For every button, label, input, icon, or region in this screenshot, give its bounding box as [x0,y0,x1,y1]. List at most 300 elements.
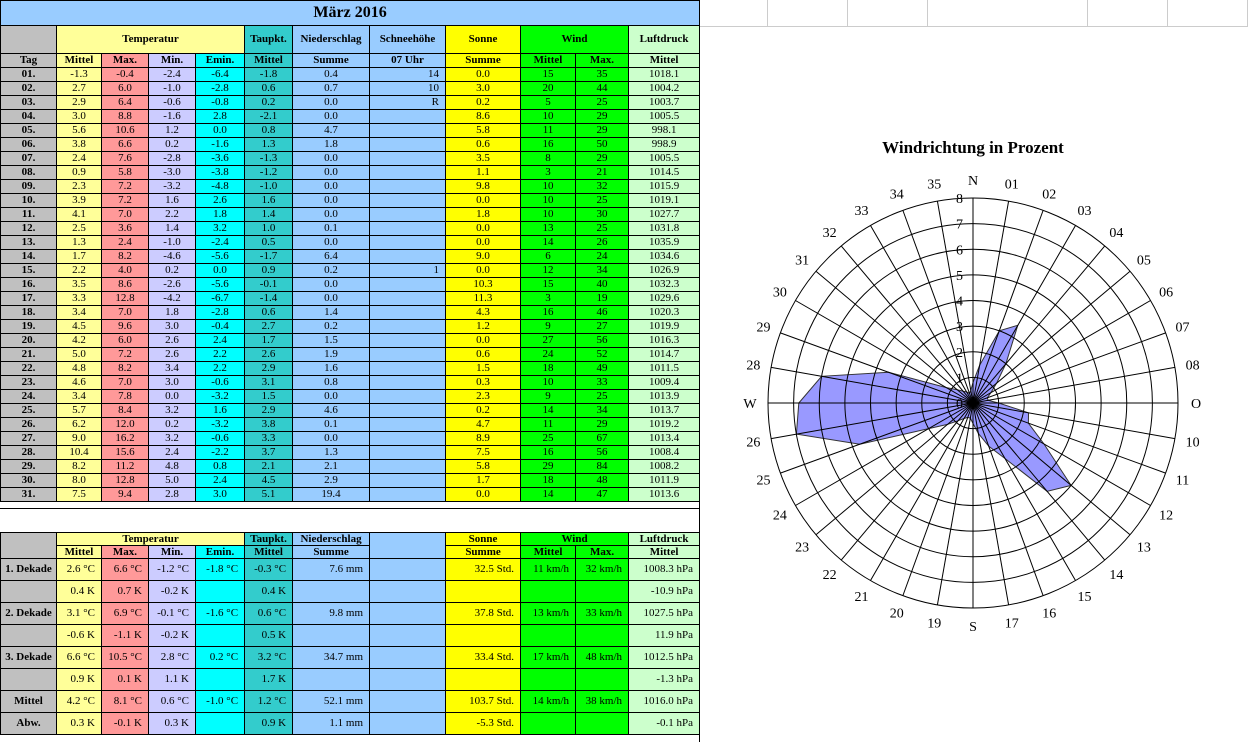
deviation-value [196,625,245,647]
cell-emin: -0.6 [196,376,245,390]
cell-niederschlag: 1.4 [293,306,370,320]
cell-wind-mittel: 16 [521,306,576,320]
summary-sub-wind-max: Max. [576,546,629,559]
cell-min: -4.6 [149,250,196,264]
cell-min: -1.0 [149,236,196,250]
cell-luftdruck: 1014.7 [629,348,700,362]
cell-day: 31. [1,488,57,502]
cell-emin: -6.7 [196,292,245,306]
summary-blank [370,533,446,559]
cell-mittel: 9.0 [57,432,102,446]
deviation-value: 0.1 K [102,669,149,691]
cell-day: 01. [1,68,57,82]
cell-sonne: 2.3 [446,390,521,404]
direction-label: 26 [746,435,761,451]
cell-schnee [370,222,446,236]
cell-mittel: 0.9 [57,166,102,180]
cell-niederschlag: 0.0 [293,152,370,166]
deviation-value: 1.1 K [149,669,196,691]
ring-label: 7 [956,217,963,233]
cell-emin: -0.8 [196,96,245,110]
table-row [1,194,700,208]
cell-schnee [370,334,446,348]
daily-weather-table [0,0,700,502]
summary-sub-taupkt-mittel: Mittel [245,546,293,559]
deviation-value: 0.4 K [57,581,102,603]
summary-rows [1,559,700,735]
ring-label: 0 [956,397,963,412]
cell-day: 19. [1,320,57,334]
cell-max: 2.4 [102,236,149,250]
summary-value: -1.0 °C [196,691,245,713]
cell-min: -3.2 [149,180,196,194]
direction-label: 14 [1109,567,1124,583]
cell-luftdruck: 1026.9 [629,264,700,278]
cell-max: 12.0 [102,418,149,432]
cell-niederschlag: 4.7 [293,124,370,138]
cell-wind-max: 56 [576,334,629,348]
cell-max: 12.8 [102,474,149,488]
cell-taupkt: 4.5 [245,474,293,488]
cell-min: 0.2 [149,138,196,152]
cell-wind-mittel: 20 [521,82,576,96]
cell-taupkt: 0.6 [245,306,293,320]
cell-luftdruck: 1008.2 [629,460,700,474]
cell-day: 16. [1,278,57,292]
cell-mittel: -1.3 [57,68,102,82]
ring-label: 5 [956,268,963,284]
summary-blank-cell [370,647,446,669]
summary-label: 3. Dekade [1,647,57,669]
cell-wind-mittel: 3 [521,292,576,306]
table-row [1,82,700,96]
cell-schnee: R [370,96,446,110]
table-row [1,334,700,348]
summary-value: 3.1 °C [57,603,102,625]
summary-label: 1. Dekade [1,559,57,581]
cell-wind-max: 46 [576,306,629,320]
cell-sonne: 0.0 [446,194,521,208]
cell-luftdruck: 1019.9 [629,320,700,334]
cell-wind-mittel: 14 [521,236,576,250]
deviation-value [576,581,629,603]
cell-min: 4.8 [149,460,196,474]
table-row [1,418,700,432]
cell-wind-max: 30 [576,208,629,222]
cell-schnee [370,460,446,474]
cell-taupkt: 2.9 [245,404,293,418]
cell-min: 0.2 [149,418,196,432]
cell-min: -1.0 [149,82,196,96]
cell-mittel: 3.4 [57,306,102,320]
cell-mittel: 3.3 [57,292,102,306]
cell-emin: -2.8 [196,306,245,320]
summary-row [1,559,700,581]
cell-emin: 0.8 [196,460,245,474]
cell-luftdruck: 1018.1 [629,68,700,82]
cell-luftdruck: 1011.9 [629,474,700,488]
cell-day: 27. [1,432,57,446]
deviation-value [446,581,521,603]
summary-label: 2. Dekade [1,603,57,625]
table-row [1,488,700,502]
table-row [1,306,700,320]
subheader-07uhr: 07 Uhr [370,54,446,68]
cell-taupkt: -1.8 [245,68,293,82]
summary-value: -0.3 °C [245,559,293,581]
cell-max: 7.0 [102,306,149,320]
cell-wind-max: 35 [576,68,629,82]
direction-label: 29 [756,320,771,336]
table-row [1,124,700,138]
direction-label: 17 [1004,616,1019,632]
summary-header-luftdruck: Luftdruck [629,533,700,546]
cell-taupkt: -1.7 [245,250,293,264]
cell-schnee [370,236,446,250]
cell-taupkt: 3.8 [245,418,293,432]
cell-schnee: 10 [370,82,446,96]
cell-luftdruck: 1005.5 [629,110,700,124]
table-row [1,404,700,418]
cell-mittel: 3.9 [57,194,102,208]
cell-max: 12.8 [102,292,149,306]
cell-taupkt: 3.1 [245,376,293,390]
header-luftdruck: Luftdruck [629,26,700,54]
cell-min: -3.0 [149,166,196,180]
cell-min: 3.0 [149,376,196,390]
subheader-luftdruck-mittel: Mittel [629,54,700,68]
cell-luftdruck: 1034.6 [629,250,700,264]
deviation-value: -0.1 hPa [629,713,700,735]
summary-sub-luftdruck-mittel: Mittel [629,546,700,559]
cell-max: 6.0 [102,334,149,348]
cell-taupkt: 2.7 [245,320,293,334]
table-row [1,68,700,82]
summary-value: 33 km/h [576,603,629,625]
cell-taupkt: 5.1 [245,488,293,502]
cell-min: 3.4 [149,362,196,376]
cell-luftdruck: 1003.7 [629,96,700,110]
cell-sonne: 0.2 [446,96,521,110]
direction-label: 15 [1077,590,1092,606]
cell-sonne: 0.0 [446,488,521,502]
cell-niederschlag: 0.2 [293,264,370,278]
table-row [1,110,700,124]
wind-series-area [796,325,1071,491]
ring-label: 6 [956,243,963,259]
summary-value: 37.8 Std. [446,603,521,625]
summary-value: 2.6 °C [57,559,102,581]
cell-wind-max: 47 [576,488,629,502]
cell-luftdruck: 998.1 [629,124,700,138]
ring-label: 4 [956,294,963,310]
cell-mittel: 2.4 [57,152,102,166]
cell-wind-mittel: 6 [521,250,576,264]
deviation-value: -10.9 hPa [629,581,700,603]
summary-value: 9.8 mm [293,603,370,625]
cell-sonne: 7.5 [446,446,521,460]
summary-row [1,603,700,625]
cell-max: 8.4 [102,404,149,418]
table-row [1,446,700,460]
cell-niederschlag: 0.7 [293,82,370,96]
deviation-value [576,625,629,647]
deviation-value [521,581,576,603]
ring-label: 1 [956,371,963,387]
deviation-value: -0.2 K [149,581,196,603]
deviation-label: Abw. [1,713,57,735]
subheader-emin: Emin. [196,54,245,68]
deviation-label [1,669,57,691]
cell-mittel: 4.1 [57,208,102,222]
cell-niederschlag: 1.5 [293,334,370,348]
cell-schnee [370,110,446,124]
cell-schnee [370,432,446,446]
cell-schnee [370,390,446,404]
summary-header-taupkt: Taupkt. [245,533,293,546]
direction-label: 08 [1185,358,1200,374]
cell-max: 7.6 [102,152,149,166]
cell-day: 24. [1,390,57,404]
header-wind: Wind [521,26,629,54]
cell-taupkt: -1.3 [245,152,293,166]
cell-niederschlag: 0.0 [293,432,370,446]
summary-corner [1,533,57,559]
cell-day: 22. [1,362,57,376]
deviation-value: -1.3 hPa [629,669,700,691]
cell-sonne: 0.6 [446,348,521,362]
cell-min: 0.0 [149,390,196,404]
cell-min: 3.2 [149,404,196,418]
cell-luftdruck: 1035.9 [629,236,700,250]
cell-mittel: 3.0 [57,110,102,124]
direction-label: 01 [1004,177,1019,193]
cell-wind-mittel: 16 [521,446,576,460]
cell-max: 8.6 [102,278,149,292]
cell-min: -2.6 [149,278,196,292]
summary-value: 2.8 °C [149,647,196,669]
cell-wind-max: 25 [576,390,629,404]
ring-label: 2 [956,345,963,361]
summary-value: 0.6 °C [245,603,293,625]
deviation-value: -5.3 Std. [446,713,521,735]
cell-luftdruck: 1015.9 [629,180,700,194]
cell-min: 1.6 [149,194,196,208]
cell-niederschlag: 0.0 [293,390,370,404]
cell-sonne: 0.0 [446,222,521,236]
table-row [1,292,700,306]
deviation-value [521,625,576,647]
cell-day: 10. [1,194,57,208]
cell-day: 11. [1,208,57,222]
cell-day: 28. [1,446,57,460]
cell-day: 26. [1,418,57,432]
summary-value: 48 km/h [576,647,629,669]
cell-schnee [370,418,446,432]
direction-label: 31 [795,253,810,269]
table-row [1,278,700,292]
cell-wind-max: 29 [576,124,629,138]
cell-luftdruck: 1013.6 [629,488,700,502]
cell-day: 23. [1,376,57,390]
cell-max: 16.2 [102,432,149,446]
summary-blank-cell [370,559,446,581]
summary-sub-max: Max. [102,546,149,559]
cell-wind-mittel: 10 [521,194,576,208]
cell-day: 06. [1,138,57,152]
deviation-label [1,581,57,603]
summary-header-sonne: Sonne [446,533,521,546]
summary-value: 32.5 Std. [446,559,521,581]
direction-label: 19 [927,616,942,632]
cell-emin: -2.4 [196,236,245,250]
cell-emin: -4.8 [196,180,245,194]
table-row [1,138,700,152]
summary-header-niederschlag: Niederschlag [293,533,370,546]
cell-mittel: 2.2 [57,264,102,278]
cell-mittel: 1.3 [57,236,102,250]
cell-schnee [370,446,446,460]
cell-max: -0.4 [102,68,149,82]
cell-day: 14. [1,250,57,264]
cell-wind-max: 67 [576,432,629,446]
cell-wind-max: 26 [576,236,629,250]
cell-mittel: 5.0 [57,348,102,362]
summary-value: 7.6 mm [293,559,370,581]
direction-label: 06 [1159,285,1174,301]
ring-label: 3 [956,320,963,336]
ring-label: 8 [956,192,963,207]
summary-value: 4.2 °C [57,691,102,713]
cell-luftdruck: 1009.4 [629,376,700,390]
cell-max: 10.6 [102,124,149,138]
cell-niederschlag: 0.4 [293,68,370,82]
deviation-value: 1.7 K [245,669,293,691]
header-taupkt: Taupkt. [245,26,293,54]
cell-mittel: 3.4 [57,390,102,404]
cell-mittel: 3.8 [57,138,102,152]
cell-max: 3.6 [102,222,149,236]
deviation-value: 0.4 K [245,581,293,603]
cell-min: -2.8 [149,152,196,166]
cell-taupkt: 1.4 [245,208,293,222]
decade-summary-table [0,532,700,735]
direction-label: 22 [822,567,837,583]
cell-sonne: 1.7 [446,474,521,488]
cell-luftdruck: 1020.3 [629,306,700,320]
cell-taupkt: -0.1 [245,278,293,292]
table-row [1,96,700,110]
cell-niederschlag: 0.0 [293,236,370,250]
summary-value: 6.9 °C [102,603,149,625]
direction-label: 11 [1175,473,1190,489]
cell-min: 5.0 [149,474,196,488]
cell-niederschlag: 0.0 [293,166,370,180]
direction-label: 10 [1185,435,1200,451]
cell-day: 08. [1,166,57,180]
cell-wind-mittel: 8 [521,152,576,166]
cell-emin: -0.6 [196,432,245,446]
cell-wind-mittel: 3 [521,166,576,180]
summary-value: 38 km/h [576,691,629,713]
cell-emin: 2.4 [196,334,245,348]
cell-taupkt: 1.3 [245,138,293,152]
cell-mittel: 4.6 [57,376,102,390]
cell-wind-mittel: 11 [521,124,576,138]
cell-day: 07. [1,152,57,166]
summary-sub-sonne-summe: Summe [446,546,521,559]
direction-label: O [1190,397,1202,412]
cell-min: 1.2 [149,124,196,138]
cell-niederschlag: 0.0 [293,208,370,222]
cell-wind-max: 49 [576,362,629,376]
cell-min: 1.8 [149,306,196,320]
summary-value: -1.8 °C [196,559,245,581]
direction-label: 12 [1159,508,1174,524]
cell-mittel: 3.5 [57,278,102,292]
deviation-value [196,581,245,603]
cell-day: 04. [1,110,57,124]
cell-niederschlag: 0.1 [293,222,370,236]
summary-deviation-row [1,581,700,603]
cell-sonne: 1.5 [446,362,521,376]
cell-sonne: 3.0 [446,82,521,96]
deviation-value: -0.6 K [57,625,102,647]
cell-schnee [370,306,446,320]
cell-mittel: 10.4 [57,446,102,460]
summary-value: 103.7 Std. [446,691,521,713]
table-row [1,180,700,194]
cell-day: 18. [1,306,57,320]
cell-niederschlag: 0.0 [293,110,370,124]
direction-label: 16 [1042,606,1057,622]
cell-wind-max: 24 [576,250,629,264]
subheader-wind-mittel: Mittel [521,54,576,68]
cell-max: 7.2 [102,194,149,208]
header-temperatur: Temperatur [57,26,245,54]
cell-niederschlag: 1.9 [293,348,370,362]
cell-taupkt: 0.8 [245,124,293,138]
cell-taupkt: 2.6 [245,348,293,362]
cell-taupkt: 1.0 [245,222,293,236]
summary-value: -1.2 °C [149,559,196,581]
subheader-taupkt-mittel: Mittel [245,54,293,68]
summary-value: 10.5 °C [102,647,149,669]
cell-sonne: 0.0 [446,264,521,278]
cell-max: 6.0 [102,82,149,96]
cell-niederschlag: 1.3 [293,446,370,460]
summary-deviation-row [1,625,700,647]
summary-value: -1.6 °C [196,603,245,625]
direction-label: 24 [772,508,787,524]
cell-taupkt: 0.2 [245,96,293,110]
table-row [1,236,700,250]
table-row [1,390,700,404]
cell-max: 7.0 [102,376,149,390]
cell-mittel: 2.5 [57,222,102,236]
cell-niederschlag: 0.1 [293,418,370,432]
cell-schnee [370,278,446,292]
cell-luftdruck: 1011.5 [629,362,700,376]
cell-niederschlag: 0.0 [293,194,370,208]
cell-min: -0.6 [149,96,196,110]
cell-wind-mittel: 10 [521,208,576,222]
cell-emin: 2.4 [196,474,245,488]
cell-min: 2.2 [149,208,196,222]
direction-label: 05 [1136,253,1151,269]
cell-wind-max: 50 [576,138,629,152]
cell-luftdruck: 1004.2 [629,82,700,96]
